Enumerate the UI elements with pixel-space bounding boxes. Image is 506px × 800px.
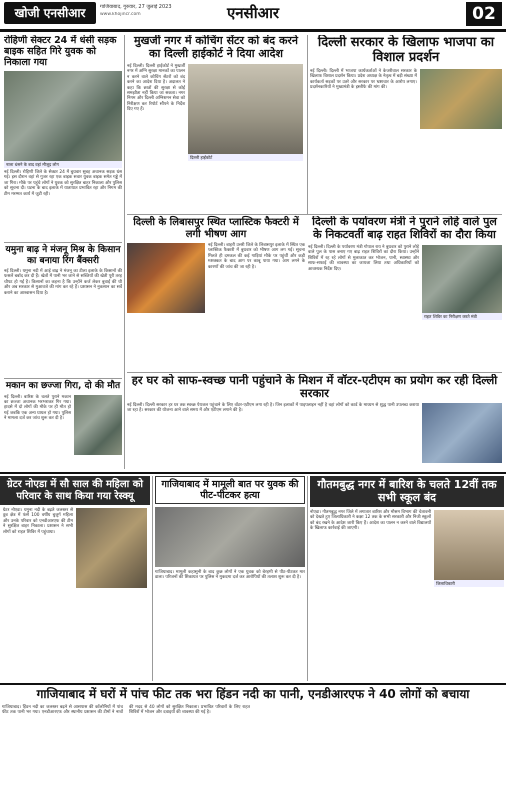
article-rohini-road (4, 35, 122, 240)
headline: दिल्ली सरकार के खिलाफ भाजपा का विशाल प्रदर्शन (317, 35, 495, 65)
page-number-box (466, 2, 502, 26)
masthead-logo-box (4, 2, 96, 24)
body-text: नई दिल्ली। बाहरी उत्तरी जिले के लिबासपुर इलाके में स्थित एक प्लास्टिक फैक्टरी में बुधवार को भीषण आग लग गई। सूचना मिलते ही दमकल की कई गाड़ियां मौके पर पहुंचीं और कड़ी मशक्कत के बाद आग पर काबू पाया गया। आग लगने के कारणों की जांच की जा रही है। (208, 243, 305, 270)
headline: रोहिणी सेक्टर 24 में धंसी सड़क बाइक सहित गिरे युवक को निकाला गया (4, 35, 117, 68)
headline: मकान का छज्जा गिरा, दो की मौत (5, 381, 121, 391)
headline-banner (0, 476, 150, 505)
divider (307, 476, 308, 681)
photo-rescue (76, 508, 147, 588)
section-name: एनसीआर (226, 4, 280, 22)
article-ghaziabad-murder (155, 476, 305, 681)
masthead-date: गाजियाबाद, गुरुवार, 27 जुलाई 2023 (100, 4, 172, 10)
body-text: नई दिल्ली। दिल्ली में भाजपा कार्यकर्ताओं ने केजरीवाल सरकार के खिलाफ विशाल प्रदर्शन किया। प्रदेश अध्यक्ष के नेतृत्व में बड़ी संख्या में कार्यकर्ता सड़कों पर उतरे और सरकार पर भ्रष्टाचार के आरोप लगाए। प्रदर्शनकारियों ने मुख्यमंत्री के इस्तीफे की मांग की। (310, 69, 417, 91)
article-yamuna-farmer (4, 242, 122, 377)
masthead-logo: खोजी एनसीआर (14, 6, 86, 20)
photo-relief-camp (422, 245, 502, 313)
headline: गाजियाबाद में मामूली बात पर युवक की पीट-पीटकर हत्या (161, 479, 299, 501)
article-mukherjee-nagar (127, 35, 305, 213)
article-greater-noida-rescue (0, 476, 150, 681)
headline: गाजियाबाद में घरों में पांच फीट तक भरा हिंडन नदी का पानी, एनडीआरएफ ने 40 लोगों को बचाया (36, 687, 470, 701)
headline: मुखर्जी नगर में कोचिंग सेंटर को बंद करने का दिल्ली हाईकोर्ट ने दिया आदेश (133, 35, 299, 60)
body-text: नई दिल्ली। बारिश के चलते पुराने मकान का छज्जा अचानक भरभराकर गिर गया। हादसे में दो लोगों की मौके पर ही मौत हो गई जबकि एक अन्य घायल हो गया। पुलिस ने मामला दर्ज कर जांच शुरू कर दी है। (4, 394, 71, 422)
caption: दिल्ली हाईकोर्ट (188, 154, 303, 161)
article-chhajja (4, 378, 122, 470)
page-number: 02 (472, 4, 496, 24)
divider (124, 35, 125, 469)
headline: ग्रेटर नोएडा में सौ साल की महिला को परिवार के साथ किया गया रेस्क्यू (6, 479, 143, 502)
divider (152, 476, 153, 681)
body-text: नई दिल्ली। यमुना नदी में आई बाढ़ ने मंजनू का टीला इलाके के किसानों की फसलें बर्बाद कर दी हैं। खेतों में पानी भर जाने से सब्जियों की खेती पूरी तरह चौपट हो गई है। किसानों का कहना है कि उन्होंने कर्ज लेकर बुवाई की थी और अब सरकार से मुआवजे की मांग कर रहे हैं। प्रशासन ने नुकसान का सर्वे कराने का आश्वासन दिया है। (4, 269, 122, 296)
headline-banner (310, 476, 504, 507)
masthead-rule (0, 29, 506, 32)
divider (127, 372, 502, 373)
body-text: नई दिल्ली। दिल्ली सरकार हर घर तक स्वच्छ पेयजल पहुंचाने के लिए वॉटर-एटीएम लगा रही है। जिन इलाकों में पाइपलाइन नहीं है वहां लोगों को कार्ड के माध्यम से शुद्ध पानी उपलब्ध कराया जा रहा है। सरकार की योजना आने वाले समय में और एटीएम लगाने की है। (127, 403, 419, 414)
article-bjp-protest (310, 35, 502, 215)
divider (127, 214, 502, 215)
headline: हर घर को साफ-स्वच्छ पानी पहुंचाने के मिशन में वॉटर-एटीएम का प्रयोग कर रही दिल्ली सरकार (131, 374, 498, 400)
article-water-atm (127, 374, 502, 470)
photo-dm (434, 510, 504, 580)
headline-box (155, 476, 305, 504)
section-rule (0, 683, 506, 685)
photo-bjp-protest (420, 69, 502, 129)
body-text: नोएडा। गौतमबुद्ध नगर जिले में लगातार बारिश और मौसम विभाग की चेतावनी को देखते हुए जिलाधिकारी ने कक्षा 12 तक के सभी सरकारी और निजी स्कूलों को बंद रखने के आदेश जारी किए हैं। आदेश का पालन न करने वाले विद्यालयों के खिलाफ कार्रवाई की जाएगी। (310, 510, 431, 532)
photo-road-collapse (4, 71, 122, 161)
section-rule (0, 472, 506, 474)
divider (307, 35, 308, 215)
body-text: नई दिल्ली। दिल्ली के पर्यावरण मंत्री गोपाल राय ने बुधवार को पुराने लोहे वाले पुल के पास बनाए गए बाढ़ राहत शिविरों का दौरा किया। उन्होंने शिविरों में रह रहे लोगों से मुलाकात कर भोजन, पानी, स्वास्थ्य और साफ-सफाई की व्यवस्था का जायजा लिया तथा अधिकारियों को आवश्यक निर्देश दिए। (308, 245, 419, 272)
caption: नाला धंसने के बाद वहां मौजूद लोग (4, 161, 122, 168)
headline: यमुना बाढ़ ने मंजनू मिश्र के किसान का बनाया रिंग बैंक्सरी (5, 245, 121, 266)
body-text: गाजियाबाद। मामूली कहासुनी के बाद कुछ लोगों ने एक युवक को बेरहमी से पीट-पीटकर मार डाला। परिजनों की शिकायत पर पुलिस ने मुकदमा दर्ज कर आरोपियों की तलाश शुरू कर दी है। (155, 570, 305, 581)
caption: जिलाधिकारी (434, 580, 504, 587)
body-text: गाजियाबाद। हिंडन नदी का जलस्तर बढ़ने से आसपास की कॉलोनियों में पांच फीट तक पानी भर गया। एनडीआरएफ और स्थानीय प्रशासन की टीमों ने नावों की मदद से 40 लोगों को सुरक्षित निकाला। प्रभावित परिवारों के लिए राहत शिविरों में भोजन और दवाइयों की व्यवस्था की गई है। (2, 705, 250, 716)
photo-water-atm (422, 403, 502, 463)
article-minister-relief-camp (127, 216, 502, 371)
body-text: ग्रेटर नोएडा। यमुना नदी के बढ़ते जलस्तर से डूब क्षेत्र में फंसे 100 वर्षीय बुजुर्ग महिला और उनके परिवार को एनडीआरएफ की टीम ने सुरक्षित बाहर निकाला। प्रशासन ने सभी लोगों को राहत शिविर में पहुंचाया। (3, 508, 73, 535)
photo-chhajja (74, 395, 122, 455)
article-hindon-flood (2, 687, 504, 797)
body-text: नई दिल्ली। दिल्ली हाईकोर्ट ने मुखर्जी नगर में अग्नि सुरक्षा मानकों का पालन न करने वाले कोचिंग सेंटरों को बंद करने का आदेश दिया है। अदालत ने कहा कि छात्रों की सुरक्षा से कोई समझौता नहीं किया जा सकता। नगर निगम और दिल्ली अग्निशमन सेवा को निरीक्षण कर रिपोर्ट सौंपने के निर्देश दिए गए हैं। (127, 64, 185, 113)
headline: दिल्ली के लिबासपुर स्थित प्लास्टिक फैक्टरी में लगी भीषण आग (133, 217, 299, 240)
photo-high-court (188, 64, 303, 154)
masthead (0, 0, 506, 28)
caption: राहत शिविर का निरीक्षण करते मंत्री (422, 313, 502, 320)
article-schools-closed (310, 476, 504, 681)
photo-crowd (155, 507, 305, 567)
body-text: नई दिल्ली। रोहिणी जिले के सेक्टर 24 में बुधवार सुबह अचानक सड़क धंस गई। इस दौरान वहां से गुजर रहा एक बाइक सवार युवक बाइक समेत गड्ढे में जा गिरा। मौके पर पहुंचे लोगों ने युवक को सुरक्षित बाहर निकाला और पुलिस को सूचना दी। घटना के बाद इलाके में यातायात प्रभावित रहा और निगम की टीम मरम्मत कार्य में जुटी रही। (4, 170, 122, 197)
headline: दिल्ली के पर्यावरण मंत्री ने पुराने लोहे वाले पुल के निकटवर्ती बाढ़ राहत शिविरों का दौरा किया (312, 216, 497, 241)
masthead-subline: www.khojincr.com (100, 12, 141, 17)
headline: गौतमबुद्ध नगर में बारिश के चलते 12वीं तक सभी स्कूल बंद (317, 478, 497, 504)
